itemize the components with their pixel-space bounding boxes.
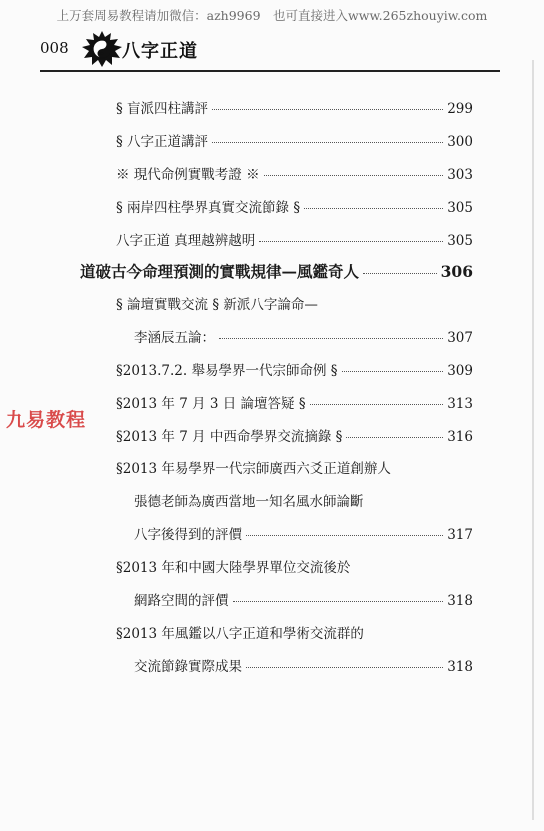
toc-section-heading[interactable] bbox=[80, 260, 473, 282]
toc-entry-title: 八字正道 真理越辨越明 bbox=[116, 233, 256, 249]
toc-entry-line: §2013 年風鑑以八字正道和學術交流群的 bbox=[116, 626, 364, 642]
toc-entry-page: 317 bbox=[447, 527, 473, 543]
leader-dots bbox=[219, 338, 443, 339]
toc-entry[interactable] bbox=[134, 523, 473, 543]
toc-entry-page: 306 bbox=[440, 262, 473, 281]
toc-entry-title: §2013 年 7 月 3 日 論壇答疑 § bbox=[116, 396, 306, 412]
toc-entry-page: 305 bbox=[447, 233, 473, 249]
leader-dots bbox=[304, 208, 443, 209]
leader-dots bbox=[310, 404, 444, 405]
toc-entry[interactable] bbox=[134, 589, 473, 609]
page-number: 008 bbox=[40, 39, 69, 57]
toc-entry-page: 300 bbox=[447, 134, 473, 150]
watermark-text: 上万套周易教程请加微信：azh9969 也可直接进入www.265zhouyiw.com bbox=[56, 8, 488, 23]
toc-entry-line: §2013 年易學界一代宗師廣西六爻正道創辦人 bbox=[116, 461, 391, 477]
toc-entry-page: 309 bbox=[447, 363, 473, 379]
leader-dots bbox=[264, 175, 444, 176]
toc-entry-title: 網路空間的評價 bbox=[134, 593, 229, 609]
toc-entry-page: 305 bbox=[447, 200, 473, 216]
toc-entry-line: §2013 年和中國大陸學界單位交流後於 bbox=[116, 560, 351, 576]
toc-entry-page: 299 bbox=[447, 101, 473, 117]
toc-entry-title: 八字後得到的評價 bbox=[134, 527, 242, 543]
toc-entry-title: § 兩岸四柱學界真實交流節錄 § bbox=[116, 200, 301, 216]
leader-dots bbox=[346, 437, 443, 438]
leader-dots bbox=[363, 273, 437, 274]
toc-entry-page: 313 bbox=[447, 396, 473, 412]
toc-entry-title: § 盲派四柱講評 bbox=[116, 101, 209, 117]
leader-dots bbox=[246, 667, 443, 668]
leader-dots bbox=[246, 535, 443, 536]
toc-entry-page: 307 bbox=[447, 330, 473, 346]
leader-dots bbox=[233, 601, 444, 602]
leader-dots bbox=[212, 142, 443, 143]
toc-entry-page: 303 bbox=[447, 167, 473, 183]
leader-dots bbox=[342, 371, 444, 372]
toc-entry-line: § 論壇實戰交流 § 新派八字論命— bbox=[116, 297, 318, 313]
toc-entry-title: §2013 年 7 月 中西命學界交流摘錄 § bbox=[116, 429, 343, 445]
toc-entry[interactable] bbox=[116, 196, 473, 216]
toc-entry[interactable] bbox=[134, 326, 473, 346]
toc-entry[interactable] bbox=[116, 425, 473, 445]
toc-entry-title: ※ 現代命例實戰考證 ※ bbox=[116, 167, 260, 183]
leader-dots bbox=[259, 241, 443, 242]
toc-entry-line: 張德老師為廣西當地一知名風水師論斷 bbox=[134, 494, 364, 510]
page-edge-shadow bbox=[532, 60, 534, 820]
toc-entry[interactable] bbox=[116, 97, 473, 117]
toc-entry-title: §2013.7.2. 舉易學界一代宗師命例 § bbox=[116, 363, 338, 379]
toc-entry[interactable] bbox=[116, 163, 473, 183]
toc-entry-page: 318 bbox=[447, 593, 473, 609]
toc-entry[interactable] bbox=[134, 655, 473, 675]
toc-entry-page: 318 bbox=[447, 659, 473, 675]
toc-entry[interactable] bbox=[116, 229, 473, 249]
leader-dots bbox=[212, 109, 443, 110]
watermark-stamp: 九易教程 bbox=[6, 409, 87, 431]
book-title: 八字正道 bbox=[122, 41, 198, 62]
toc-entry-page: 316 bbox=[447, 429, 473, 445]
toc-entry-title: 交流節錄實際成果 bbox=[134, 659, 242, 675]
toc-entry[interactable] bbox=[116, 130, 473, 150]
toc-entry[interactable] bbox=[116, 359, 473, 379]
toc-entry-title: 道破古今命理預測的實戰規律—風鑑奇人 bbox=[80, 262, 360, 281]
toc-entry-title: 李涵辰五論： bbox=[134, 330, 215, 346]
toc-entry-title: § 八字正道講評 bbox=[116, 134, 209, 150]
toc-entry[interactable] bbox=[116, 392, 473, 412]
